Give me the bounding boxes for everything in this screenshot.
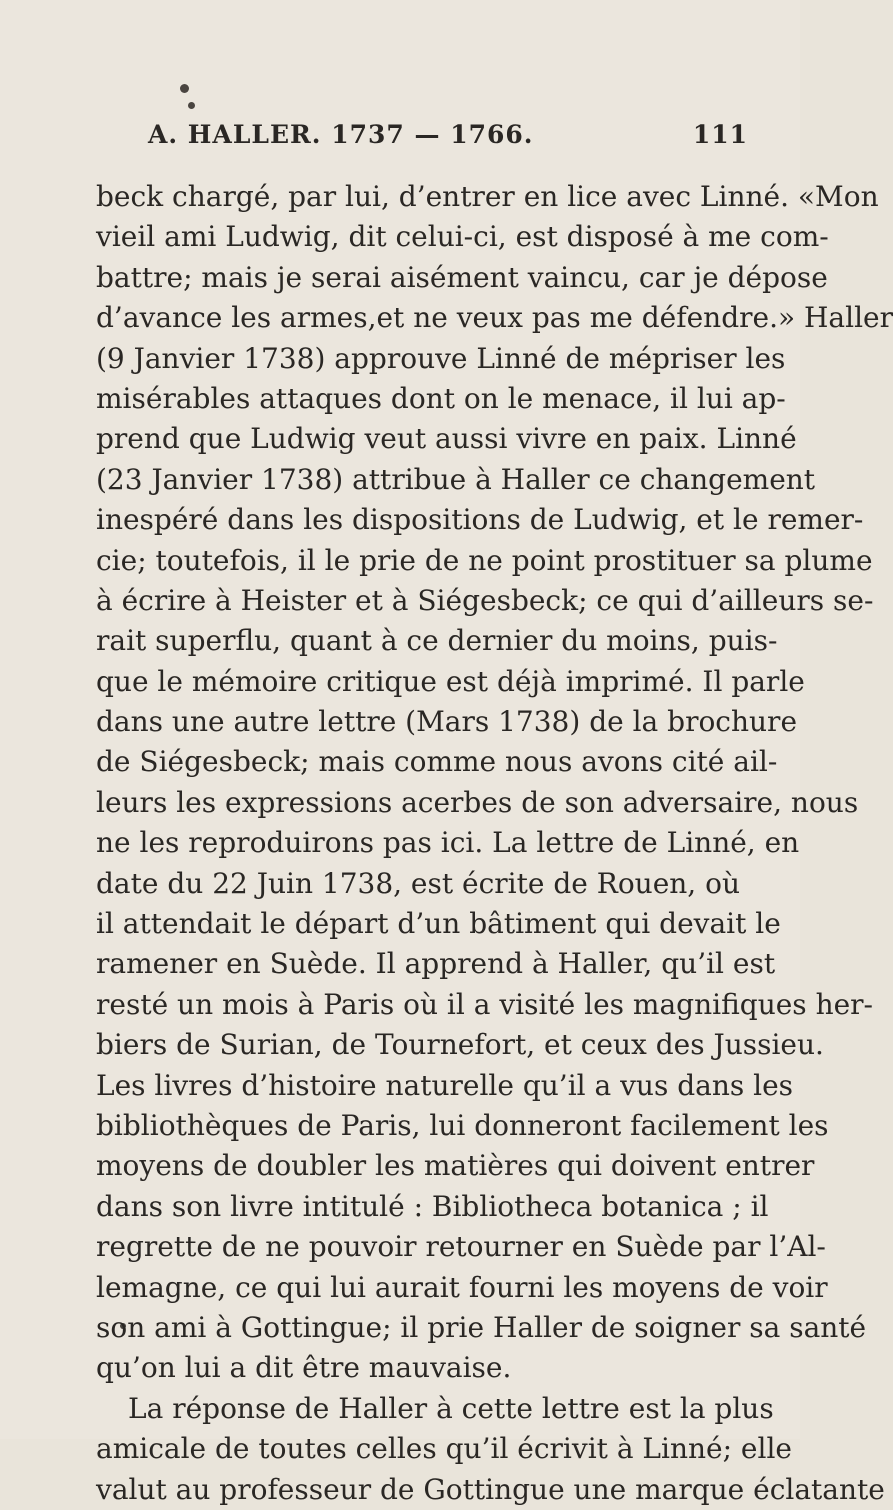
text-line: son ami à Gottingue; il prie Haller de soigner sa santé (96, 1310, 867, 1344)
page-number: 111 (692, 120, 748, 149)
text-line: ramener en Suède. Il apprend à Haller, qu’il est (96, 947, 776, 981)
text-line: beck chargé, par lui, d’entrer en lice avec Linné. «Mon (96, 180, 879, 213)
text-line: misérables attaques dont on le menace, il lui ap- (96, 381, 786, 415)
text-line: d’avance les armes,et ne veux pas me défendre.» Haller (96, 301, 893, 335)
text-line: qu’on lui a dit être mauvaise. (96, 1351, 512, 1385)
body-text (96, 177, 893, 1510)
ink-speck (188, 102, 195, 109)
ink-speck (180, 84, 189, 93)
text-line: (23 Janvier 1738) attribue à Haller ce changement (96, 462, 816, 496)
running-head (148, 120, 748, 158)
text-line: prend que Ludwig veut aussi vivre en paix. Linné (96, 422, 797, 456)
text-line: de Siégesbeck; mais comme nous avons cité ail- (96, 745, 778, 779)
text-line: cie; toutefois, il le prie de ne point prostituer sa plume (96, 543, 873, 577)
text-line: à écrire à Heister et à Siégesbeck; ce qui d’ailleurs se- (96, 583, 874, 617)
text-line: valut au professeur de Gottingue une marque éclatante (96, 1472, 885, 1506)
text-line: dans une autre lettre (Mars 1738) de la brochure (96, 705, 798, 739)
text-line: amicale de toutes celles qu’il écrivit à Linné; elle (96, 1432, 792, 1466)
text-line: lemagne, ce qui lui aurait fourni les moyens de voir (96, 1270, 828, 1304)
running-head-title: A. HALLER. 1737 — 1766. (148, 120, 534, 149)
text-line: resté un mois à Paris où il a visité les magnifiques her- (96, 987, 874, 1021)
text-line: regrette de ne pouvoir retourner en Suède par l’Al- (96, 1230, 826, 1264)
text-line: dans son livre intitulé : Bibliotheca botanica ; il (96, 1189, 769, 1223)
text-line: inespéré dans les dispositions de Ludwig, et le remer- (96, 503, 864, 537)
text-line: rait superflu, quant à ce dernier du moins, puis- (96, 624, 778, 658)
text-line: ne les reproduirons pas ici. La lettre de Linné, en (96, 826, 800, 860)
text-line: il attendait le départ d’un bâtiment qui devait le (96, 907, 781, 941)
text-line: biers de Surian, de Tournefort, et ceux des Jussieu. (96, 1028, 824, 1062)
text-line: leurs les expressions acerbes de son adversaire, nous (96, 785, 859, 819)
text-line: La réponse de Haller à cette lettre est la plus (128, 1391, 774, 1425)
text-line: date du 22 Juin 1738, est écrite de Rouen, où (96, 866, 740, 900)
text-line: (9 Janvier 1738) approuve Linné de mépriser les (96, 341, 786, 375)
text-line: moyens de doubler les matières qui doivent entrer (96, 1149, 815, 1183)
text-line: bibliothèques de Paris, lui donneront facilement les (96, 1108, 829, 1142)
text-line: battre; mais je serai aisément vaincu, car je dépose (96, 260, 828, 294)
text-line: vieil ami Ludwig, dit celui-ci, est disposé à me com- (96, 220, 829, 254)
text-line: Les livres d’histoire naturelle qu’il a vus dans les (96, 1068, 794, 1102)
text-line: que le mémoire critique est déjà imprimé. Il parle (96, 664, 805, 698)
